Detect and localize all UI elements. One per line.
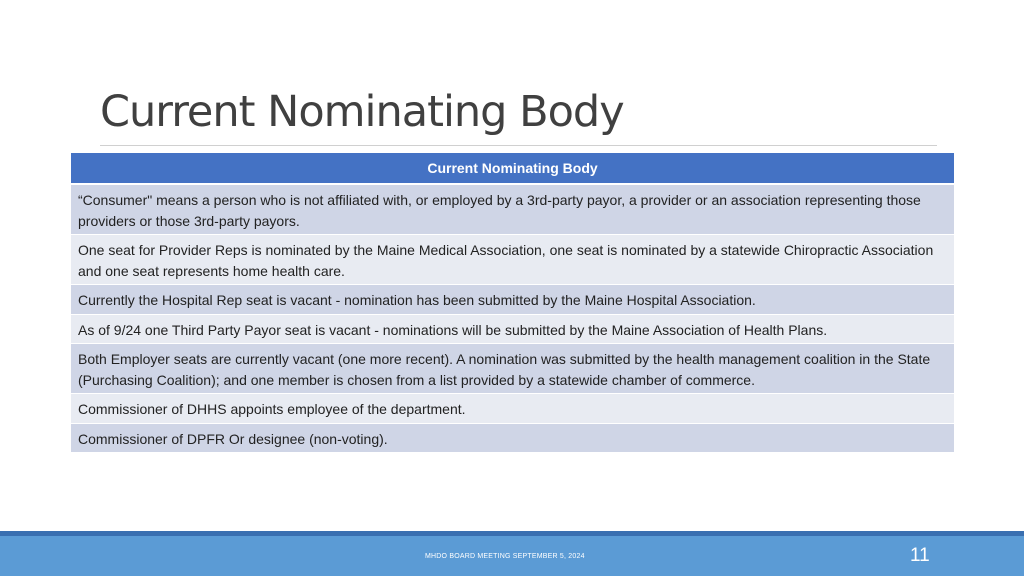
table-row: [71, 235, 954, 285]
table-cell-dpfr: Commissioner of DPFR Or designee (non-voting).: [71, 423, 954, 453]
slide-title: Current Nominating Body: [100, 87, 624, 137]
table-cell-hospital-rep: Currently the Hospital Rep seat is vacant - nomination has been submitted by the Maine Hospital Association.: [71, 285, 954, 315]
table-cell-provider-reps: One seat for Provider Reps is nominated by the Maine Medical Association, one seat is nominated by a statewide Chiropractic Association and one seat represents home health care.: [71, 235, 954, 285]
table-row: [71, 285, 954, 315]
table-cell-employer-seats: Both Employer seats are currently vacant (one more recent). A nomination was submitted by the health management coalition in the State (Purchasing Coalition); and one member is chosen from a list provided by a statewide chamber of commerce.: [71, 344, 954, 394]
table-row: [71, 344, 954, 394]
table-row: [71, 394, 954, 424]
title-divider: [100, 145, 937, 146]
footer-text: MHDO BOARD MEETING SEPTEMBER 5, 2024: [425, 553, 585, 560]
table-header: Current Nominating Body: [71, 153, 954, 184]
table-row: [71, 314, 954, 344]
table-cell-consumer-definition: “Consumer" means a person who is not affiliated with, or employed by a 3rd-party payor, a provider or an association representing those providers or those 3rd-party payors.: [71, 184, 954, 235]
table-row: [71, 423, 954, 453]
footer-bar: [0, 536, 1024, 576]
table-header-row: [71, 153, 954, 184]
table-cell-third-party-payor: As of 9/24 one Third Party Payor seat is vacant - nominations will be submitted by the Maine Association of Health Plans.: [71, 314, 954, 344]
table-cell-dhhs: Commissioner of DHHS appoints employee of the department.: [71, 394, 954, 424]
nominating-body-table: [71, 153, 954, 453]
table-row: [71, 184, 954, 235]
page-number: 11: [910, 545, 930, 566]
